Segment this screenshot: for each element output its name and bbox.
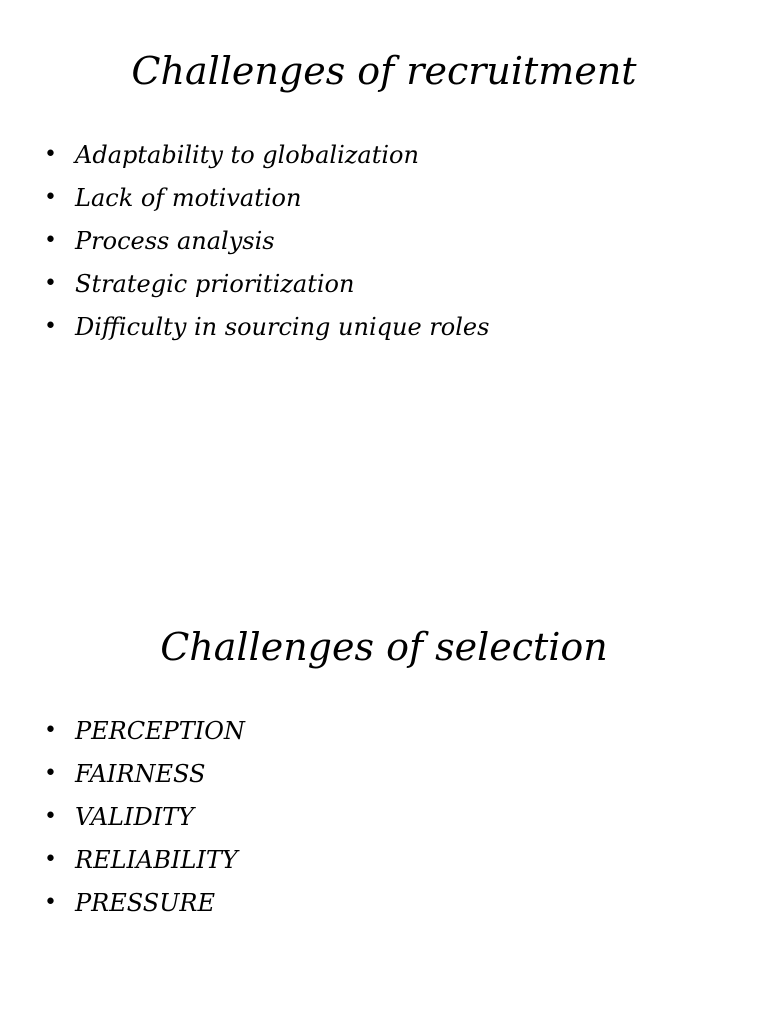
list-item-text: FAIRNESS [75,760,206,788]
bullet-icon: • [44,185,57,210]
list-item-text: Process analysis [75,227,275,255]
bullet-icon: • [44,228,57,253]
list-item-text: Lack of motivation [75,184,302,212]
bullet-icon: • [44,142,57,167]
list-item-text: Difficulty in sourcing unique roles [75,313,490,341]
bullet-icon: • [44,761,57,786]
bullet-icon: • [44,718,57,743]
list-item-text: PERCEPTION [75,717,245,745]
bullet-icon: • [44,271,57,296]
list-item-text: RELIABILITY [75,846,238,874]
selection-title: Challenges of selection [160,625,608,669]
bullet-icon: • [44,890,57,915]
bullet-icon: • [44,847,57,872]
list-item-text: VALIDITY [75,803,195,831]
recruitment-title: Challenges of recruitment [131,49,637,93]
list-item-text: Strategic prioritization [75,270,355,298]
list-item-text: Adaptability to globalization [75,141,419,169]
list-item-text: PRESSURE [75,889,216,917]
bullet-icon: • [44,314,57,339]
bullet-icon: • [44,804,57,829]
